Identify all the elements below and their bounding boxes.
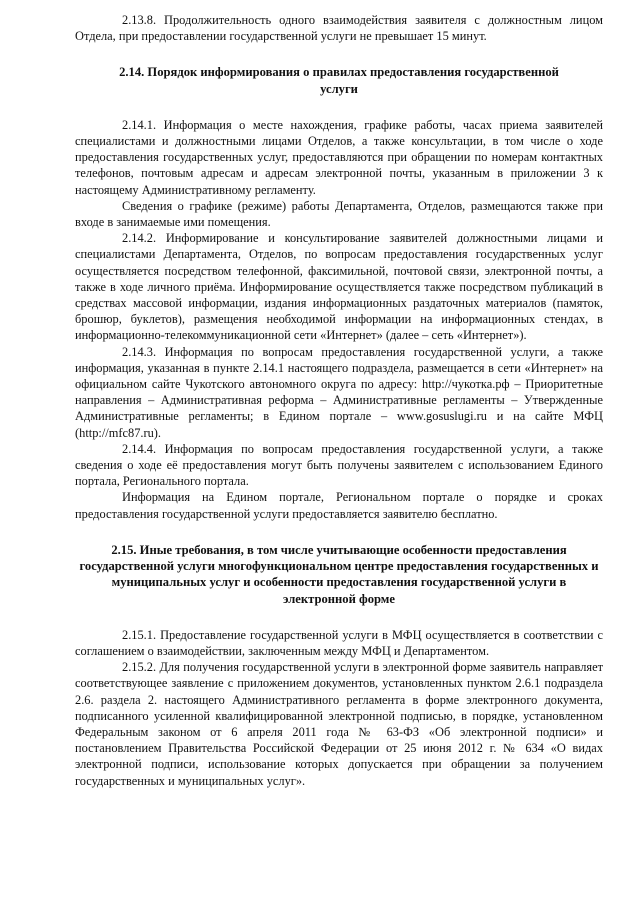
paragraph-2-14-4: 2.14.4. Информация по вопросам предоставления государственной услуги, а также сведения о ходе её предоставления могут быть получены заявителем с использованием Единого портала, Регионального портала. — [75, 441, 603, 489]
section-heading-2-15: 2.15. Иные требования, в том числе учитывающие особенности предоставления государственной услуги многофункциональном центре предоставления государственных и муниципальных услуг и особенности предоставления государственной услуги в электронной форме — [79, 542, 599, 606]
section-heading-2-14: 2.14. Порядок информирования о правилах предоставления государственной услуги — [119, 65, 559, 96]
paragraph-2-14-3: 2.14.3. Информация по вопросам предоставления государственной услуги, а также информация, указанная в пункте 2.14.1 настоящего подраздела, размещается в сети «Интернет» на официальном сайте Чукотского автономного округа по адресу: http://чукотка.рф – Приоритетные направления – Административная реформа – Административные регламенты – Утвержденные Административные регламенты; в Едином портале – www.gosuslugi.ru и на сайте МФЦ (http://mfc87.ru). — [75, 344, 603, 440]
paragraph-schedule-info: Сведения о графике (режиме) работы Департамента, Отделов, размещаются также при входе в занимаемые ими помещения. — [75, 198, 603, 230]
paragraph-free-info: Информация на Едином портале, Региональном портале о порядке и сроках предоставления государственной услуги предоставляется заявителю бесплатно. — [75, 490, 603, 521]
paragraph-2-14-1: 2.14.1. Информация о месте нахождения, графике работы, часах приема заявителей специалистами и должностными лицами Отделов, а также консультации, в том числе о ходе предоставления государственных услуг, предоставляются при обращении по номерам контактных телефонов, почтовым адресам и адресам электронной почты, указанным в приложении 3 к настоящему Административному регламенту. — [75, 117, 603, 197]
paragraph-2-15-2: 2.15.2. Для получения государственной услуги в электронной форме заявитель направляет соответствующее заявление с приложением документов, установленных пунктом 2.6.1 подраздела 2.6. раздела 2. настоящего Административного регламента в форме электронного документа, подписанного усиленной квалифицированной электронной подписью, в порядке, установленном Федеральным законом от 6 апреля 2011 года № 63-ФЗ «Об электронной подписи» и постановлением Правительства Российской Федерации от 25 июня 2012 г. № 634 «О видах электронной подписи, использование которых допускается при обращении за получением государственных и муниципальных услуг». — [75, 660, 603, 788]
paragraph-2-14-2: 2.14.2. Информирование и консультирование заявителей должностными лицами и специалистами Департамента, Отделов, по вопросам предоставления государственных услуг осуществляется посредством телефонной, факсимильной, почтовой связи, электронной почты, а также в ходе личного приёма. Информирование осуществляется также посредством публикаций в средствах массовой информации, издания информационных раздаточных материалов (памяток, брошюр, буклетов), размещения необходимой информации на информационных стендах, в информационно-телекоммуникационной сети «Интернет» (далее – сеть «Интернет»). — [75, 231, 603, 343]
paragraph-2-13-8: 2.13.8. Продолжительность одного взаимодействия заявителя с должностным лицом Отдела, при предоставлении государственной услуги не превышает 15 минут. — [75, 13, 603, 44]
document-page — [75, 12, 603, 789]
paragraph-2-15-1: 2.15.1. Предоставление государственной услуги в МФЦ осуществляется в соответствии с соглашением о взаимодействии, заключенным между МФЦ и Департаментом. — [75, 627, 603, 658]
